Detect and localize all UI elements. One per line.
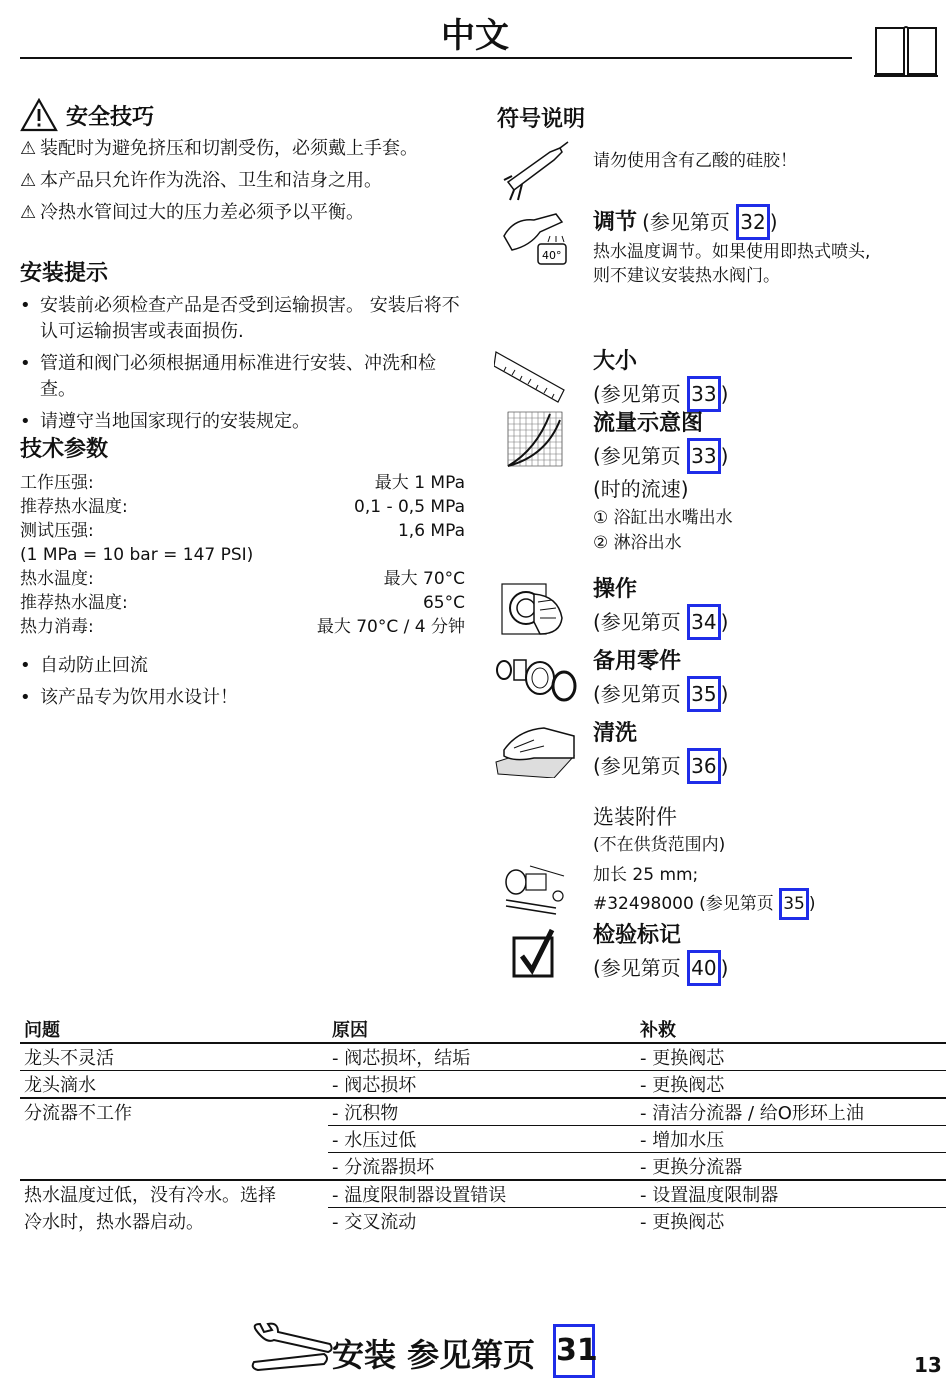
- table-header: 问题 原因 补救: [20, 1016, 946, 1043]
- table-row: 龙头滴水 - 阀芯损坏 - 更换阀芯: [20, 1071, 946, 1099]
- warning-icon: [20, 98, 58, 132]
- spec-conversion: (1 MPa = 10 bar = 147 PSI): [20, 545, 254, 565]
- table-row: 冷水时，热水器启动。 - 交叉流动 - 更换阀芯: [24, 1211, 725, 1233]
- extension-icon: [500, 860, 572, 916]
- table-row: 龙头不灵活 - 阀芯损坏，结垢 - 更换阀芯: [20, 1043, 946, 1071]
- warning-icon: ⚠: [20, 202, 37, 223]
- install-notes-heading: 安装提示: [20, 260, 109, 286]
- page-link[interactable]: 33: [687, 376, 720, 412]
- list-item: • 安装前必须检查产品是否受到运输损害。 安装后将不认可运输损害或表面损伤.: [20, 293, 460, 345]
- spec-row: 热力消毒: 最大 70°C / 4 分钟: [20, 617, 465, 637]
- page-link[interactable]: 32: [736, 204, 769, 240]
- cleaning-hand-icon: [494, 722, 578, 778]
- table-row: - 水压过低 - 增加水压: [20, 1126, 946, 1153]
- list-item: • 管道和阀门必须根据通用标准进行安装、冲洗和检查。: [20, 351, 460, 403]
- spec-row: 测试压强: 1,6 MPa: [20, 521, 465, 541]
- size-block: 大小 (参见第页 33 ): [593, 346, 728, 412]
- list-item: • 请遵守当地国家现行的安装规定。: [20, 409, 460, 435]
- optional-block: 选装附件 (不在供货范围内) 加长 25 mm; #32498000 (参见第页 35 ): [593, 802, 816, 920]
- tech-heading: 技术参数: [20, 436, 109, 462]
- safety-item: ⚠ 本产品只允许作为洗浴、卫生和洁身之用。: [20, 168, 470, 194]
- safety-item: ⚠ 冷热水管间过大的压力差必须予以平衡。: [20, 200, 470, 226]
- spec-row: 热水温度: 最大 70°C: [20, 569, 465, 589]
- spare-block: 备用零件 (参见第页 35 ): [593, 646, 728, 712]
- install-notes-section: [20, 256, 460, 435]
- clean-block: 清洗 (参见第页 36 ): [593, 718, 728, 784]
- tech-section: [20, 432, 470, 711]
- footer-label: 安装 参见第页: [332, 1336, 536, 1374]
- check-block: 检验标记 (参见第页 40 ): [593, 920, 728, 986]
- page-link[interactable]: 33: [687, 438, 720, 474]
- page-number: 13: [914, 1353, 942, 1377]
- book-icon: [872, 24, 940, 80]
- symbols-heading: 符号说明: [497, 106, 586, 132]
- adjust-block: 调节 (参见第页 32 ) 热水温度调节。如果使用即热式喷头, 则不建议安装热水阀门。: [593, 204, 870, 288]
- table-row: - 分流器损坏 - 更换分流器: [20, 1153, 946, 1181]
- page-title: 中文: [441, 16, 509, 56]
- svg-text:40°: 40°: [542, 249, 562, 262]
- safety-section: [20, 98, 470, 226]
- safety-item: ⚠ 装配时为避免挤压和切割受伤，必须戴上手套。: [20, 136, 470, 162]
- spec-row: 推荐热水温度: 0,1 - 0,5 MPa: [20, 497, 465, 517]
- ruler-icon: [494, 350, 566, 404]
- troubleshooting-table: [20, 1016, 946, 1234]
- list-item: • 该产品专为饮用水设计！: [20, 685, 470, 711]
- operation-block: 操作 (参见第页 34 ): [593, 574, 728, 640]
- table-row: 分流器不工作 - 沉积物 - 清洁分流器 / 给O形环上油: [20, 1098, 946, 1126]
- operation-icon: [500, 578, 570, 636]
- thermostat-adjust-icon: [500, 206, 572, 268]
- silicone-gun-icon: [500, 140, 570, 202]
- page-link[interactable]: 35: [687, 676, 720, 712]
- spec-row: 推荐热水温度: 65°C: [20, 593, 465, 613]
- wrench-icon: [250, 1322, 334, 1372]
- flow-block: 流量示意图 (参见第页 33 ) (时的流速) ① 浴缸出水嘴出水 ② 淋浴出水: [593, 410, 733, 553]
- warning-icon: ⚠: [20, 170, 37, 191]
- safety-heading: 安全技巧: [66, 103, 155, 130]
- checkmark-icon: [512, 928, 556, 980]
- flow-diagram-icon: [506, 410, 564, 468]
- spec-row: 工作压强: 最大 1 MPa: [20, 473, 465, 493]
- page-link[interactable]: 40: [687, 950, 720, 986]
- list-item: • 自动防止回流: [20, 653, 470, 679]
- header-rule: [20, 57, 852, 59]
- page-link[interactable]: 35: [779, 888, 809, 920]
- page-link[interactable]: 36: [687, 748, 720, 784]
- page-link[interactable]: 34: [687, 604, 720, 640]
- spare-parts-icon: [494, 650, 578, 706]
- silicone-warning: 请勿使用含有乙酸的硅胶！: [593, 151, 797, 171]
- footer-page-link[interactable]: 31: [553, 1324, 595, 1378]
- warning-icon: ⚠: [20, 138, 37, 159]
- table-row: 热水温度过低，没有冷水。选择 - 温度限制器设置错误 - 设置温度限制器: [20, 1180, 946, 1208]
